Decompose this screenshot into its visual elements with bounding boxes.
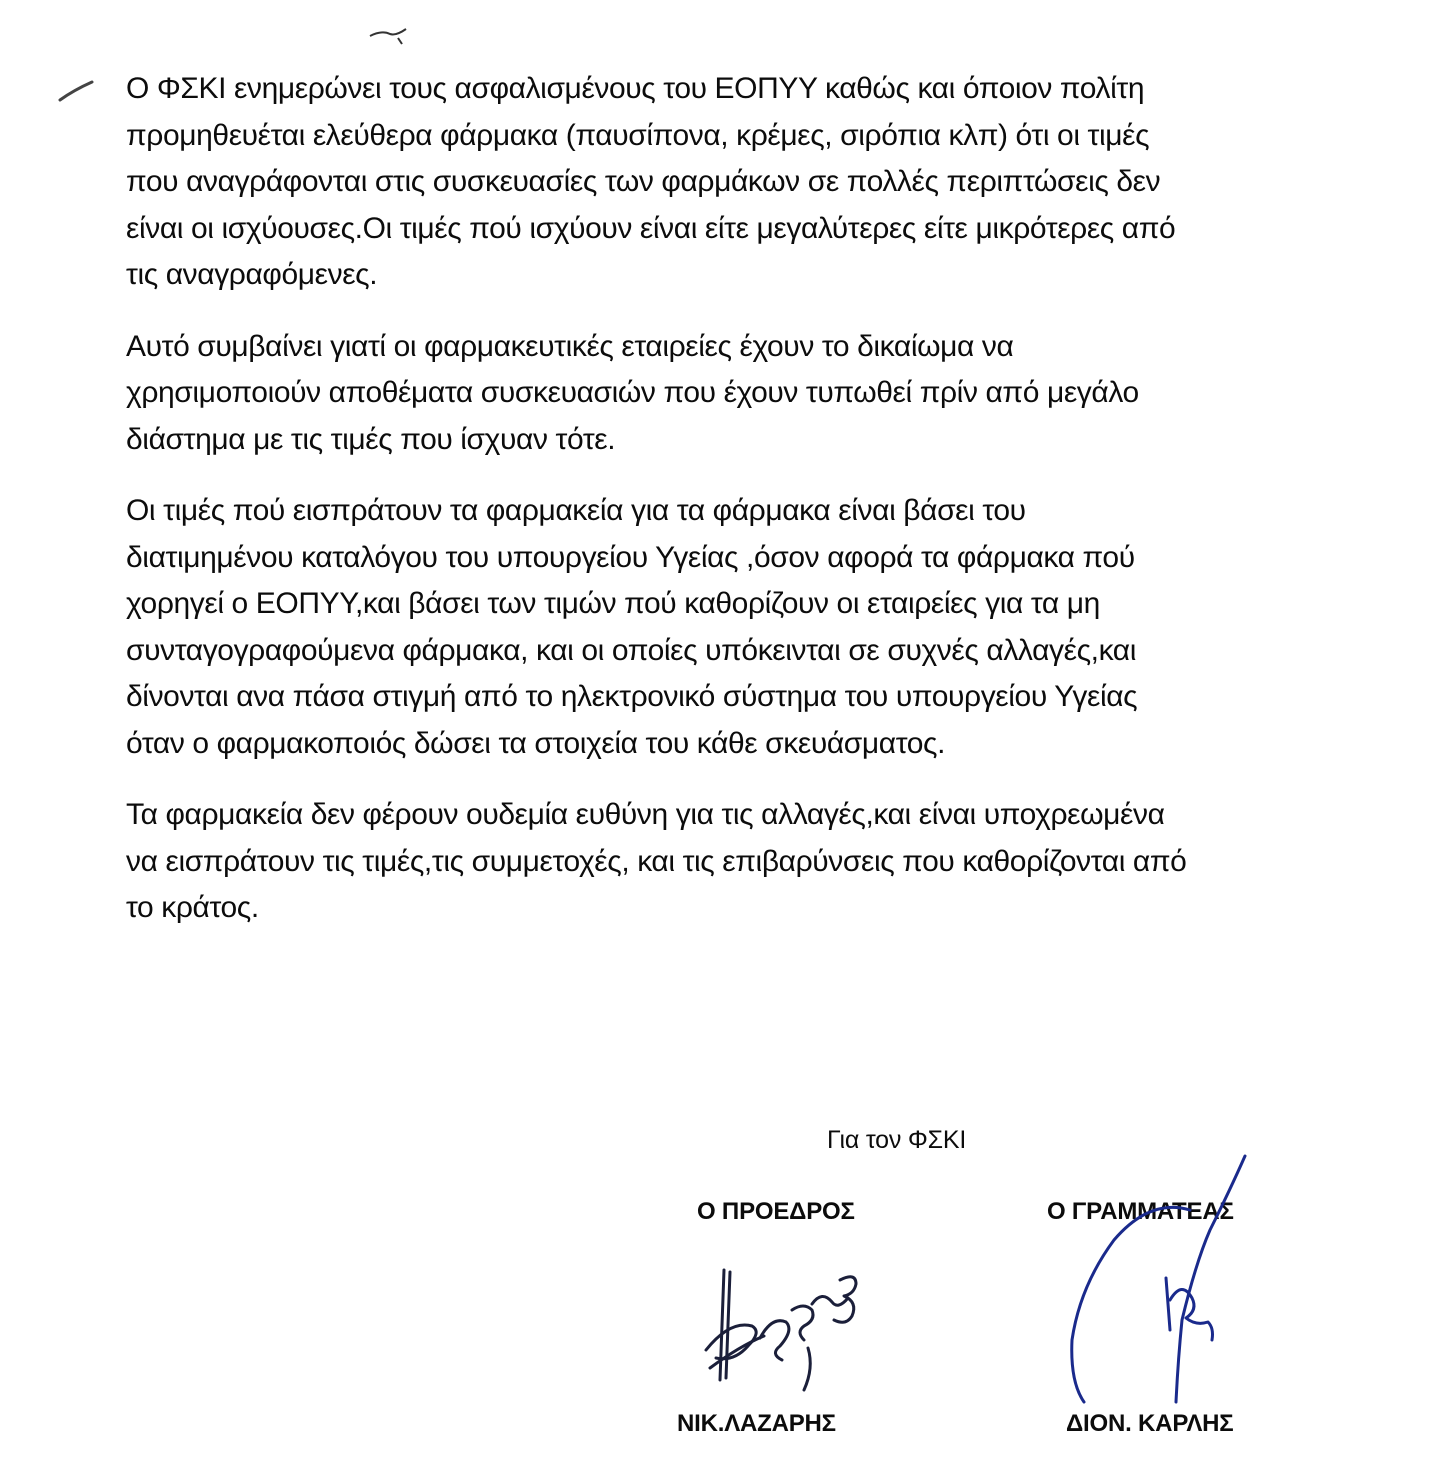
text-line: Αυτό συμβαίνει γιατί οι φαρμακευτικές εταιρείες έχουν το δικαίωμα να: [126, 329, 1014, 363]
president-name: ΝΙΚ.ΛΑΖΑΡΗΣ: [677, 1410, 836, 1437]
paragraph-1: [126, 66, 1316, 299]
text-line: είναι οι ισχύουσες.Οι τιμές πού ισχύουν είναι είτε μεγαλύτερες είτε μικρότερες από: [126, 211, 1176, 245]
text-line: δίνονται ανα πάσα στιγμή από το ηλεκτρονικό σύστημα του υπουργείου Υγείας: [126, 680, 1138, 713]
text-line: διατιμημένου καταλόγου του υπουργείου Υγείας ,όσον αφορά τα φάρμακα πού: [126, 540, 1135, 574]
text-line: χορηγεί ο ΕΟΠΥΥ,και βάσει των τιμών πού καθορίζουν οι εταιρείες για τα μη: [126, 587, 1100, 620]
text-line: που αναγράφονται στις συσκευασίες των φαρμάκων σε πολλές περιπτώσεις δεν: [126, 165, 1161, 198]
text-line: Οι τιμές πού εισπράτουν τα φαρμακεία για τα φάρμακα είναι βάσει του: [126, 494, 1026, 527]
secretary-signature: [1050, 1150, 1270, 1410]
text-line: χρησιμοποιούν αποθέματα συσκευασιών που έχουν τυπωθεί πρίν από μεγάλο: [126, 376, 1139, 409]
president-title: Ο ΠΡΟΕΔΡΟΣ: [697, 1198, 855, 1225]
paragraph-3: [126, 488, 1316, 767]
text-line: τις αναγραφόμενες.: [126, 258, 378, 291]
secretary-title: Ο ΓΡΑΜΜΑΤΕΑΣ: [1047, 1198, 1234, 1225]
secretary-name: ΔΙΟΝ. ΚΑΡΛΗΣ: [1066, 1410, 1234, 1437]
paragraph-2: [126, 324, 1316, 464]
text-line: Τα φαρμακεία δεν φέρουν ουδεμία ευθύνη για τις αλλαγές,και είναι υποχρεωμένα: [126, 798, 1165, 831]
scan-speck: [360, 14, 420, 54]
president-signature: [700, 1250, 870, 1400]
text-line: Ο ΦΣΚΙ ενημερώνει τους ασφαλισμένους του ΕΟΠΥΥ καθώς και όποιον πολίτη: [126, 72, 1145, 105]
closing-line: Για τον ΦΣΚΙ: [827, 1126, 967, 1154]
text-line: διάστημα με τις τιμές που ίσχυαν τότε.: [126, 422, 616, 456]
pen-stroke-mark: [54, 78, 104, 108]
text-line: να εισπράτουν τις τιμές,τις συμμετοχές, και τις επιβαρύνσεις που καθορίζονται από: [126, 844, 1187, 878]
text-line: συνταγογραφούμενα φάρμακα, και οι οποίες υπόκεινται σε συχνές αλλαγές,και: [126, 633, 1137, 667]
text-line: όταν ο φαρμακοποιός δώσει τα στοιχεία του κάθε σκευάσματος.: [126, 726, 946, 760]
text-line: το κράτος.: [126, 891, 259, 924]
paragraph-4: [126, 792, 1316, 932]
text-line: προμηθευέται ελεύθερα φάρμακα (παυσίπονα, κρέμες, σιρόπια κλπ) ότι οι τιμές: [126, 118, 1150, 152]
letter-body: [126, 66, 1316, 957]
